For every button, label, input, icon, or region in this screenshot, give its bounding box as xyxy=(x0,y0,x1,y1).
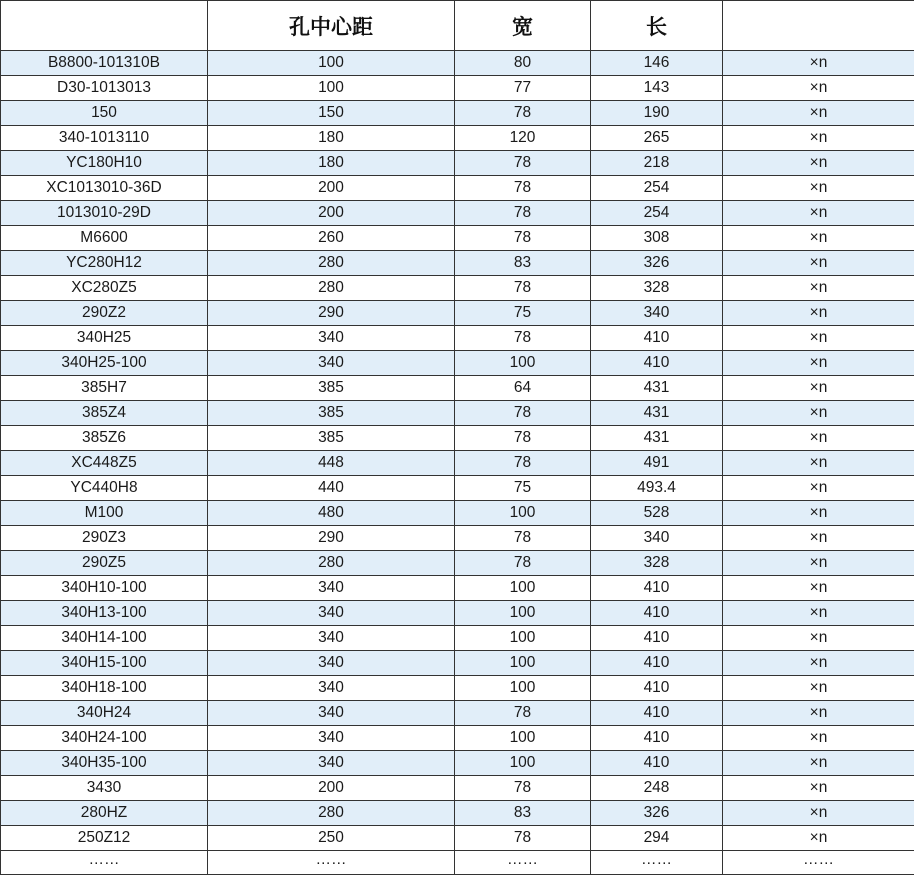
cell-hole-center-distance: 150 xyxy=(208,101,455,126)
cell-quantity: ×n xyxy=(723,276,914,301)
table-row xyxy=(1,251,914,276)
cell-model: 385H7 xyxy=(1,376,208,401)
cell-hole-center-distance: 290 xyxy=(208,526,455,551)
cell-model: 385Z6 xyxy=(1,426,208,451)
cell-width: 100 xyxy=(455,601,591,626)
table-row xyxy=(1,401,914,426)
cell-quantity: ×n xyxy=(723,201,914,226)
table-row xyxy=(1,351,914,376)
cell-width: 78 xyxy=(455,151,591,176)
cell-length: 493.4 xyxy=(591,476,723,501)
cell-length: 431 xyxy=(591,376,723,401)
cell-length: 294 xyxy=(591,826,723,851)
cell-quantity: ×n xyxy=(723,576,914,601)
table-row xyxy=(1,551,914,576)
cell-hole-center-distance: 385 xyxy=(208,426,455,451)
cell-hole-center-distance: 340 xyxy=(208,701,455,726)
table-row xyxy=(1,576,914,601)
table-row xyxy=(1,626,914,651)
cell-model: 1013010-29D xyxy=(1,201,208,226)
cell-width: 120 xyxy=(455,126,591,151)
cell-hole-center-distance: 340 xyxy=(208,601,455,626)
cell-length: 340 xyxy=(591,526,723,551)
cell-length: 410 xyxy=(591,701,723,726)
table-row xyxy=(1,51,914,76)
cell-model: M6600 xyxy=(1,226,208,251)
cell-quantity: ×n xyxy=(723,226,914,251)
cell-hole-center-distance: 260 xyxy=(208,226,455,251)
cell-quantity: ×n xyxy=(723,326,914,351)
header-model xyxy=(1,1,208,51)
table-row xyxy=(1,451,914,476)
cell-length: 410 xyxy=(591,651,723,676)
cell-hole-center-distance: 280 xyxy=(208,251,455,276)
cell-length: 143 xyxy=(591,76,723,101)
cell-width: 78 xyxy=(455,776,591,801)
cell-model: XC280Z5 xyxy=(1,276,208,301)
cell-length: 410 xyxy=(591,351,723,376)
cell-quantity: ×n xyxy=(723,551,914,576)
cell-length: 146 xyxy=(591,51,723,76)
cell-width: 78 xyxy=(455,426,591,451)
cell-length: 410 xyxy=(591,601,723,626)
cell-quantity: ×n xyxy=(723,651,914,676)
cell-width: 100 xyxy=(455,651,591,676)
cell-length: 326 xyxy=(591,801,723,826)
cell-model: 250Z12 xyxy=(1,826,208,851)
table-row xyxy=(1,701,914,726)
cell-quantity: ×n xyxy=(723,801,914,826)
cell-model: 150 xyxy=(1,101,208,126)
cell-quantity: ×n xyxy=(723,151,914,176)
cell-length: 328 xyxy=(591,276,723,301)
cell-model: 340H15-100 xyxy=(1,651,208,676)
cell-width: 75 xyxy=(455,301,591,326)
cell-length: 410 xyxy=(591,576,723,601)
cell-quantity: ×n xyxy=(723,176,914,201)
table-row xyxy=(1,726,914,751)
cell-hole-center-distance: 340 xyxy=(208,626,455,651)
cell-width: 100 xyxy=(455,501,591,526)
cell-width: 78 xyxy=(455,201,591,226)
cell-model: XC1013010-36D xyxy=(1,176,208,201)
cell-width: 78 xyxy=(455,701,591,726)
cell-width: 78 xyxy=(455,526,591,551)
cell-hole-center-distance: 340 xyxy=(208,676,455,701)
cell-model: 340H25 xyxy=(1,326,208,351)
cell-length: 265 xyxy=(591,126,723,151)
cell-length: 410 xyxy=(591,626,723,651)
table-row xyxy=(1,651,914,676)
ellipsis-cell: …… xyxy=(723,851,914,875)
cell-model: 340H13-100 xyxy=(1,601,208,626)
cell-width: 78 xyxy=(455,326,591,351)
cell-model: XC448Z5 xyxy=(1,451,208,476)
cell-hole-center-distance: 200 xyxy=(208,176,455,201)
cell-quantity: ×n xyxy=(723,526,914,551)
cell-width: 83 xyxy=(455,251,591,276)
cell-width: 64 xyxy=(455,376,591,401)
cell-quantity: ×n xyxy=(723,426,914,451)
header-hole-center-distance: 孔中心距 xyxy=(208,1,455,51)
cell-length: 410 xyxy=(591,751,723,776)
cell-length: 254 xyxy=(591,176,723,201)
cell-model: 340H35-100 xyxy=(1,751,208,776)
cell-quantity: ×n xyxy=(723,301,914,326)
table-row xyxy=(1,526,914,551)
cell-length: 410 xyxy=(591,676,723,701)
cell-quantity: ×n xyxy=(723,726,914,751)
cell-length: 431 xyxy=(591,401,723,426)
cell-hole-center-distance: 180 xyxy=(208,151,455,176)
cell-length: 308 xyxy=(591,226,723,251)
cell-length: 328 xyxy=(591,551,723,576)
cell-hole-center-distance: 250 xyxy=(208,826,455,851)
cell-width: 78 xyxy=(455,826,591,851)
cell-width: 100 xyxy=(455,726,591,751)
table-row xyxy=(1,151,914,176)
cell-model: 340-1013110 xyxy=(1,126,208,151)
cell-quantity: ×n xyxy=(723,376,914,401)
ellipsis-cell: …… xyxy=(208,851,455,875)
cell-hole-center-distance: 100 xyxy=(208,51,455,76)
cell-quantity: ×n xyxy=(723,401,914,426)
cell-quantity: ×n xyxy=(723,701,914,726)
cell-quantity: ×n xyxy=(723,751,914,776)
cell-hole-center-distance: 100 xyxy=(208,76,455,101)
cell-quantity: ×n xyxy=(723,676,914,701)
cell-model: 290Z3 xyxy=(1,526,208,551)
cell-model: 340H24 xyxy=(1,701,208,726)
header-row xyxy=(1,1,914,51)
cell-hole-center-distance: 200 xyxy=(208,201,455,226)
cell-width: 100 xyxy=(455,576,591,601)
cell-quantity: ×n xyxy=(723,476,914,501)
cell-model: YC180H10 xyxy=(1,151,208,176)
cell-length: 491 xyxy=(591,451,723,476)
cell-quantity: ×n xyxy=(723,51,914,76)
table-row xyxy=(1,126,914,151)
cell-hole-center-distance: 480 xyxy=(208,501,455,526)
cell-width: 100 xyxy=(455,751,591,776)
cell-hole-center-distance: 340 xyxy=(208,326,455,351)
cell-hole-center-distance: 340 xyxy=(208,751,455,776)
table-row xyxy=(1,176,914,201)
cell-width: 83 xyxy=(455,801,591,826)
table-row xyxy=(1,601,914,626)
cell-hole-center-distance: 290 xyxy=(208,301,455,326)
cell-width: 77 xyxy=(455,76,591,101)
cell-width: 78 xyxy=(455,176,591,201)
cell-hole-center-distance: 385 xyxy=(208,376,455,401)
cell-hole-center-distance: 340 xyxy=(208,651,455,676)
cell-width: 78 xyxy=(455,551,591,576)
cell-length: 528 xyxy=(591,501,723,526)
ellipsis-cell: …… xyxy=(1,851,208,875)
cell-hole-center-distance: 340 xyxy=(208,351,455,376)
table-row xyxy=(1,201,914,226)
cell-length: 431 xyxy=(591,426,723,451)
cell-quantity: ×n xyxy=(723,601,914,626)
cell-length: 340 xyxy=(591,301,723,326)
cell-model: YC280H12 xyxy=(1,251,208,276)
table-row xyxy=(1,226,914,251)
cell-quantity: ×n xyxy=(723,451,914,476)
cell-quantity: ×n xyxy=(723,351,914,376)
cell-quantity: ×n xyxy=(723,826,914,851)
cell-model: 385Z4 xyxy=(1,401,208,426)
cell-length: 410 xyxy=(591,326,723,351)
cell-model: 340H10-100 xyxy=(1,576,208,601)
cell-length: 218 xyxy=(591,151,723,176)
cell-model: M100 xyxy=(1,501,208,526)
cell-length: 190 xyxy=(591,101,723,126)
cell-length: 326 xyxy=(591,251,723,276)
table-row xyxy=(1,276,914,301)
cell-model: 340H25-100 xyxy=(1,351,208,376)
cell-model: 290Z5 xyxy=(1,551,208,576)
cell-width: 78 xyxy=(455,401,591,426)
cell-quantity: ×n xyxy=(723,251,914,276)
cell-length: 254 xyxy=(591,201,723,226)
table-row xyxy=(1,476,914,501)
cell-hole-center-distance: 280 xyxy=(208,276,455,301)
table-row xyxy=(1,301,914,326)
cell-model: 280HZ xyxy=(1,801,208,826)
table-body xyxy=(1,51,914,875)
cell-hole-center-distance: 440 xyxy=(208,476,455,501)
header-length: 长 xyxy=(591,1,723,51)
ellipsis-cell: …… xyxy=(455,851,591,875)
cell-hole-center-distance: 180 xyxy=(208,126,455,151)
cell-width: 100 xyxy=(455,351,591,376)
cell-quantity: ×n xyxy=(723,626,914,651)
header-width: 宽 xyxy=(455,1,591,51)
cell-quantity: ×n xyxy=(723,76,914,101)
cell-hole-center-distance: 280 xyxy=(208,801,455,826)
cell-length: 410 xyxy=(591,726,723,751)
cell-model: YC440H8 xyxy=(1,476,208,501)
cell-width: 100 xyxy=(455,676,591,701)
table-row xyxy=(1,326,914,351)
table-row xyxy=(1,776,914,801)
cell-hole-center-distance: 200 xyxy=(208,776,455,801)
cell-hole-center-distance: 385 xyxy=(208,401,455,426)
table-row xyxy=(1,426,914,451)
cell-quantity: ×n xyxy=(723,126,914,151)
cell-width: 100 xyxy=(455,626,591,651)
table-row xyxy=(1,376,914,401)
cell-width: 78 xyxy=(455,101,591,126)
cell-width: 80 xyxy=(455,51,591,76)
cell-model: B8800-101310B xyxy=(1,51,208,76)
cell-quantity: ×n xyxy=(723,101,914,126)
cell-model: D30-1013013 xyxy=(1,76,208,101)
cell-width: 78 xyxy=(455,451,591,476)
cell-length: 248 xyxy=(591,776,723,801)
table-row xyxy=(1,801,914,826)
table-row xyxy=(1,676,914,701)
ellipsis-row xyxy=(1,851,914,875)
cell-model: 290Z2 xyxy=(1,301,208,326)
cell-model: 340H24-100 xyxy=(1,726,208,751)
table-row xyxy=(1,826,914,851)
cell-quantity: ×n xyxy=(723,776,914,801)
table-row xyxy=(1,501,914,526)
cell-hole-center-distance: 448 xyxy=(208,451,455,476)
table-row xyxy=(1,751,914,776)
cell-hole-center-distance: 340 xyxy=(208,726,455,751)
cell-width: 78 xyxy=(455,226,591,251)
cell-model: 340H18-100 xyxy=(1,676,208,701)
cell-hole-center-distance: 280 xyxy=(208,551,455,576)
cell-model: 340H14-100 xyxy=(1,626,208,651)
header-quantity xyxy=(723,1,914,51)
cell-width: 75 xyxy=(455,476,591,501)
table-row xyxy=(1,76,914,101)
cell-hole-center-distance: 340 xyxy=(208,576,455,601)
cell-model: 3430 xyxy=(1,776,208,801)
table-row xyxy=(1,101,914,126)
ellipsis-cell: …… xyxy=(591,851,723,875)
cell-width: 78 xyxy=(455,276,591,301)
cell-quantity: ×n xyxy=(723,501,914,526)
